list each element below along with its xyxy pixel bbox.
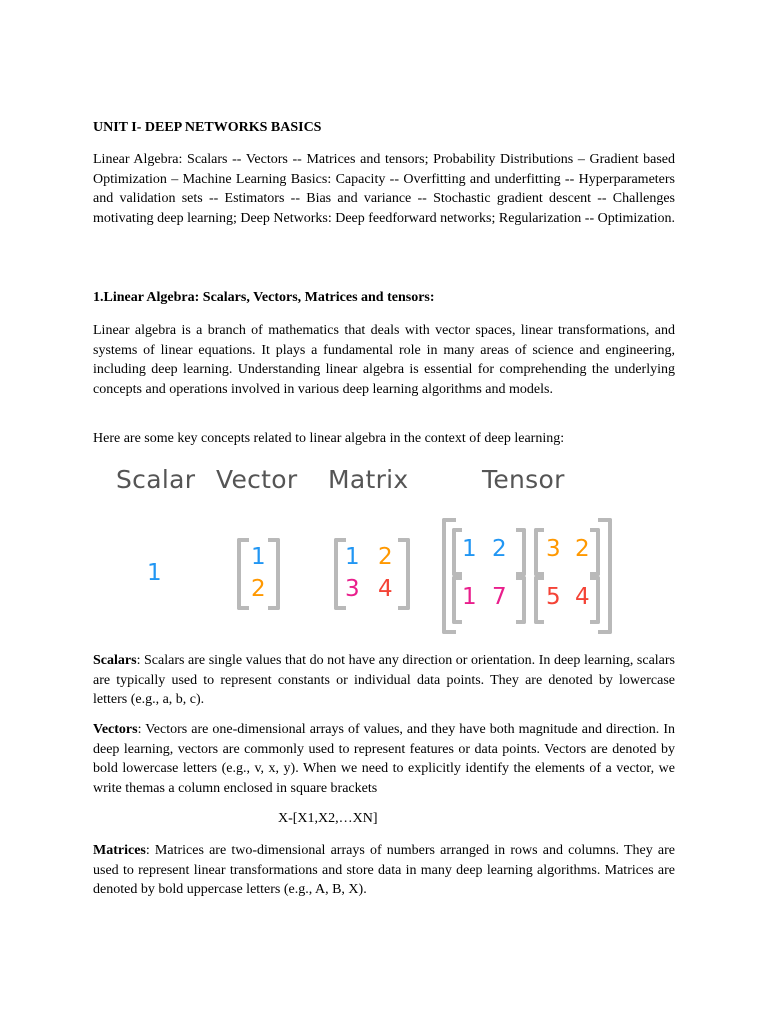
tensor-value: 7 [492,584,507,610]
matrix-value: 2 [378,544,393,570]
tensor-inner-bracket [590,528,600,576]
document-title: UNIT I- DEEP NETWORKS BASICS [93,120,322,135]
tensor-value: 1 [462,584,477,610]
tensor-inner-bracket [534,528,544,576]
vector-value: 1 [251,544,266,570]
tensor-value: 3 [546,536,561,562]
vectors-term: Vectors [93,722,138,737]
tensor-inner-bracket [534,576,544,624]
scalars-paragraph [93,651,675,710]
matrices-term: Matrices [93,843,146,858]
matrix-value: 4 [378,576,393,602]
figure-label-tensor: Tensor [482,465,565,494]
figure-label-vector: Vector [216,465,298,494]
tensor-outer-right-bracket [598,518,612,634]
vectors-definition: : Vectors are one-dimensional arrays of values, and they have both magnitude and direction. In deep learning, vectors are commonly used to represent features or data points. Vectors are denoted by bold lowercase letters (e.g., v, x, y). When we need to explicitly identify the elements of a vector, we write themas a column enclosed in square brackets [93,722,675,796]
tensor-value: 2 [575,536,590,562]
vector-right-bracket [268,538,280,610]
vector-value: 2 [251,576,266,602]
scalars-definition: : Scalars are single values that do not have any direction or orientation. In deep learning, scalars are typically used to represent constants or individual data points. They are denoted by lowercase letters (e.g., a, b, c). [93,653,675,708]
scalar-vector-matrix-tensor-figure [100,460,640,640]
matrix-value: 1 [345,544,360,570]
tensor-value: 1 [462,536,477,562]
tensor-value: 4 [575,584,590,610]
matrices-paragraph [93,841,675,900]
scalars-term: Scalars [93,653,137,668]
tensor-inner-bracket [452,528,462,576]
tensor-inner-bracket [590,576,600,624]
tensor-value: 5 [546,584,561,610]
matrix-right-bracket [398,538,410,610]
vectors-paragraph [93,720,675,798]
linear-algebra-intro-paragraph: Linear algebra is a branch of mathematics that deals with vector spaces, linear transformations, and systems of linear equations. It plays a fundamental role in many areas of science and engineering, including deep learning. Understanding linear algebra is essential for comprehending the underlying concepts and operations involved in various deep learning algorithms and models. [93,323,675,397]
matrices-definition: : Matrices are two-dimensional arrays of numbers arranged in rows and columns. They are used to represent linear transformations and store data in many deep learning algorithms. Matrices are denoted by bold uppercase letters (e.g., A, B, X). [93,843,675,898]
tensor-inner-bracket [452,576,462,624]
vector-left-bracket [237,538,249,610]
figure-label-scalar: Scalar [116,465,196,494]
tensor-value: 2 [492,536,507,562]
figure-label-matrix: Matrix [328,465,409,494]
vector-formula: X-[X1,X2,…XN] [278,811,378,826]
syllabus-paragraph: Linear Algebra: Scalars -- Vectors -- Matrices and tensors; Probability Distributions – Gradient based Optimization – Machine Learning Basics: Capacity -- Overfitting and underfitting -- Hyperparameters and validation sets -- Estimators -- Bias and variance -- Stochastic gradient descent -- Challenges motivating deep learning; Deep Networks: Deep feedforward networks; Regularization -- Optimization. [93,152,675,226]
scalar-value: 1 [147,560,162,586]
tensor-inner-bracket [516,576,526,624]
tensor-inner-bracket [516,528,526,576]
key-concepts-paragraph: Here are some key concepts related to linear algebra in the context of deep learning: [93,431,565,446]
matrix-value: 3 [345,576,360,602]
section-heading-linear-algebra: 1.Linear Algebra: Scalars, Vectors, Matrices and tensors: [93,290,435,305]
